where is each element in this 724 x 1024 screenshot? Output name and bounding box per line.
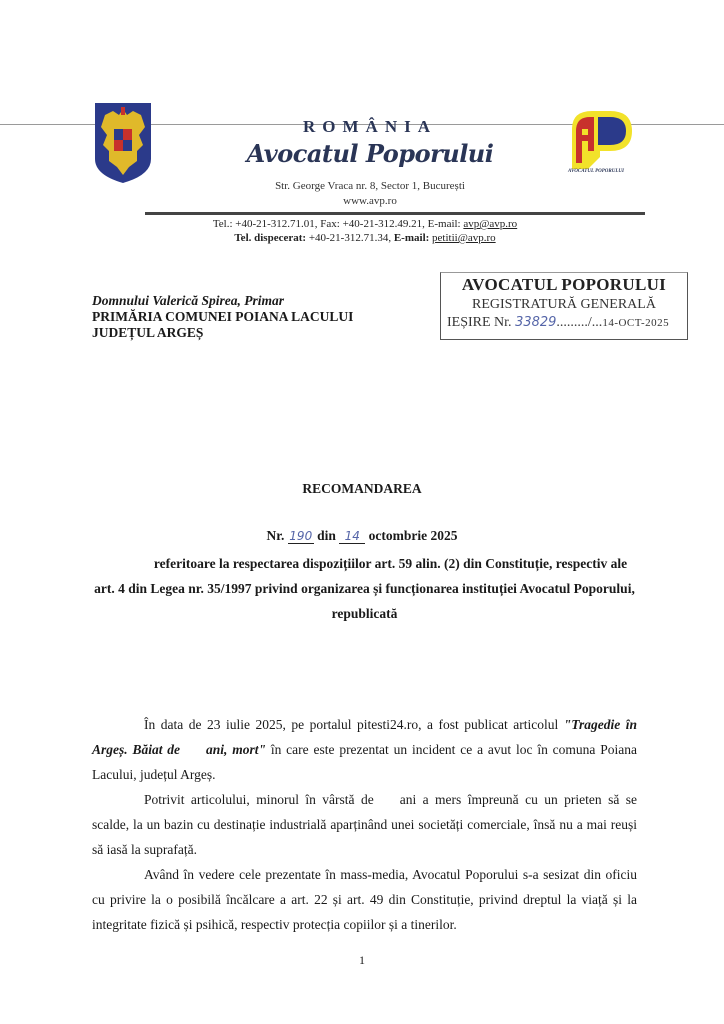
din-label: din <box>317 528 336 543</box>
stamp-registry: REGISTRATURĂ GENERALĂ <box>472 297 656 312</box>
document-title: RECOMANDAREA <box>302 481 422 496</box>
recipient-name: Domnului Valerică Spirea, Primar <box>92 293 285 308</box>
document-number: 190 <box>289 529 313 543</box>
institution-website[interactable]: www.avp.ro <box>343 195 397 207</box>
document-subject: referitoare la respectarea dispozițiilor art. 59 alin. (2) din Constituție, respectiv ale art. 4 din Legea nr. 35/1997 privind organizarea și funcționarea instituției Avocatul Poporului, republicată <box>94 556 635 621</box>
paragraph-2-intro: Potrivit articolului, minorul în vârstă de <box>144 792 374 807</box>
document-day: 14 <box>339 529 365 544</box>
stamp-date: 14-OCT-2025 <box>602 317 670 329</box>
recipient-county: JUDEȚUL ARGEȘ <box>92 325 204 340</box>
avp-logo-icon <box>558 107 638 179</box>
header-divider <box>145 212 645 215</box>
article-title-part-1: "Tragedie în Argeș. Băiat de <box>92 717 637 757</box>
article-title-part-2: ani, mort" <box>206 742 267 757</box>
page-number: 1 <box>359 953 365 967</box>
paragraph-2 <box>92 787 637 862</box>
number-label: Nr. <box>266 528 285 543</box>
document-number-line <box>0 528 724 544</box>
contact-line-2 <box>150 232 580 244</box>
romanian-coat-of-arms-icon <box>93 101 153 185</box>
dispatch-phone: +40-21-312.71.34, <box>306 232 394 244</box>
stamp-exit-label: IEȘIRE Nr. <box>447 315 512 330</box>
paragraph-1-intro: În data de 23 iulie 2025, pe portalul pitesti24.ro, a fost publicat articolul <box>144 717 564 732</box>
institution-address: Str. George Vraca nr. 8, Sector 1, București <box>275 180 465 192</box>
dispatch-label: Tel. dispecerat: <box>234 232 307 244</box>
petitions-email-label: E-mail: <box>393 232 430 244</box>
contact-email-link[interactable]: avp@avp.ro <box>463 218 518 230</box>
paragraph-3: Având în vedere cele prezentate în mass-media, Avocatul Poporului s-a sesizat din oficiu cu privire la o posibilă încălcare a art. 22 și art. 49 din Constituție, privind dreptul la viață și la integritate fizică și psihică, respectiv protecția copiilor și a tinerilor. <box>92 867 637 932</box>
registry-stamp <box>440 272 688 340</box>
recipient-institution: PRIMĂRIA COMUNEI POIANA LACULUI <box>92 309 354 324</box>
paragraph-1 <box>92 712 637 787</box>
recipient-block <box>92 293 353 341</box>
country-name: ROMÂNIA <box>303 117 437 136</box>
stamp-exit-line <box>447 315 669 331</box>
paragraph-1-rest: în care este prezentat un incident ce a avut loc în comuna Poiana Lacului, județul Argeș. <box>92 742 637 782</box>
stamp-separator: ........./... <box>556 315 603 330</box>
paragraph-2-rest: ani a mers împreună cu un prieten să se scalde, la un bazin cu destinație industrială aparținând unei societăți comerciale, însă nu a mai reuși să iasă la suprafață. <box>92 792 637 857</box>
document-month-year: octombrie 2025 <box>368 528 458 543</box>
contact-phone-fax: Tel.: +40-21-312.71.01, Fax: +40-21-312.49.21, E-mail: <box>212 218 464 230</box>
stamp-exit-number: 33829 <box>515 315 557 330</box>
contact-line-1 <box>150 218 580 230</box>
avp-logo-caption: AVOCATUL POPORULUI <box>568 169 624 174</box>
stamp-title: AVOCATUL POPORULUI <box>461 275 667 294</box>
petitions-email-link[interactable]: petitii@avp.ro <box>432 232 496 244</box>
institution-name: Avocatul Poporului <box>246 139 494 168</box>
